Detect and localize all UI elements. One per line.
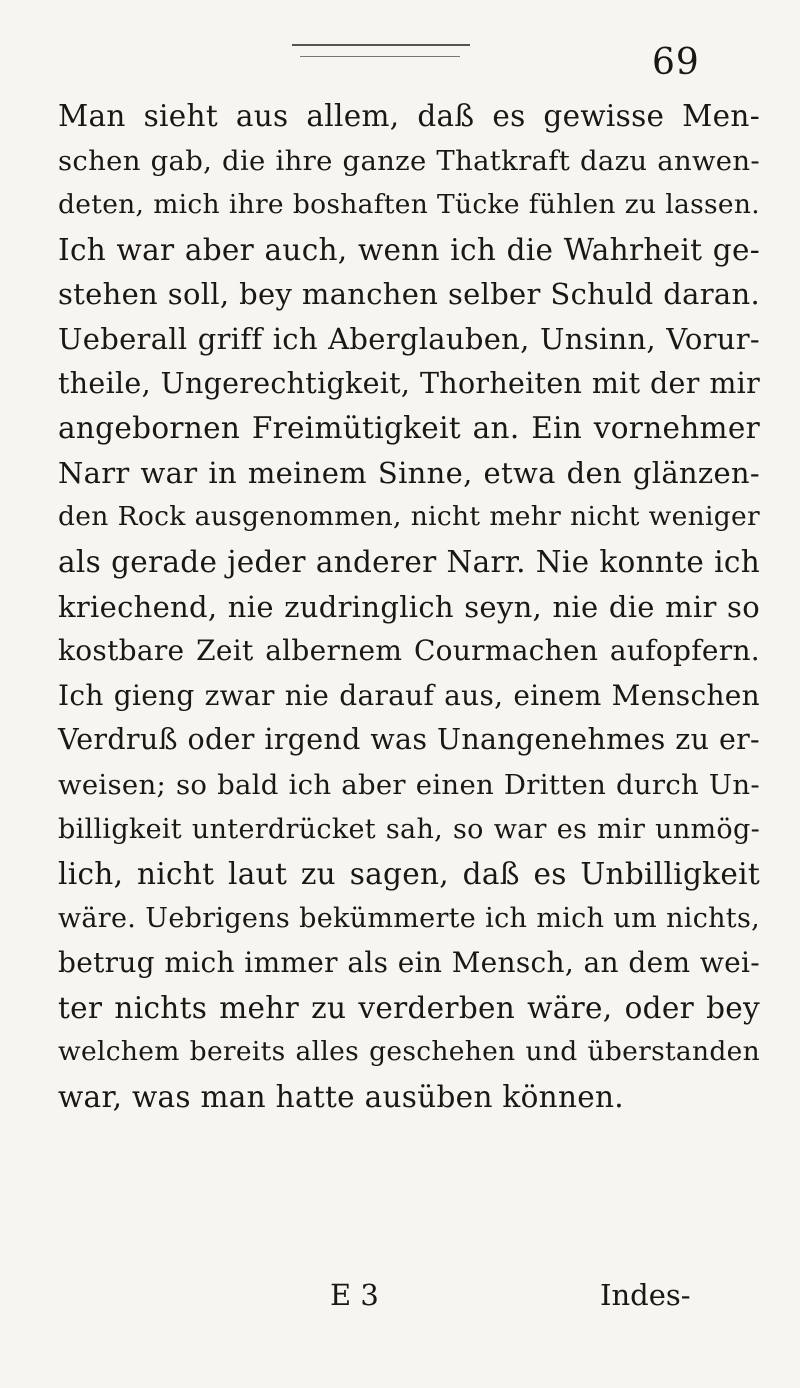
text-line: billigkeit unterdrücket sah, so war es mir unmög- [58,813,760,845]
text-line: Narr war in meinem Sinne, etwa den glänzen- [58,455,760,490]
text-line: weisen; so bald ich aber einen Dritten durch Un- [58,768,760,801]
text-line: angebornen Freimütigkeit an. Ein vornehmer [58,411,760,446]
text-line: Ich gieng zwar nie darauf aus, einem Menschen [58,678,760,712]
header-rule-secondary [300,56,460,57]
signature-mark: E 3 [330,1278,379,1312]
text-line: kriechend, nie zudringlich seyn, nie die mir so [58,589,760,624]
text-line: lich, nicht laut zu sagen, daß es Unbilligkeit [58,857,760,892]
text-line: schen gab, die ihre ganze Thatkraft dazu anwen- [58,144,760,177]
text-line: Ich war aber auch, wenn ich die Wahrheit ge- [58,232,760,267]
page-number: 69 [652,42,700,83]
text-line: ter nichts mehr zu verderben wäre, oder bey [58,990,760,1025]
text-line: theile, Ungerechtigkeit, Thorheiten mit der mir [58,366,760,400]
text-line: wäre. Uebrigens bekümmerte ich mich um nichts, [58,902,760,934]
text-line: Verdruß oder irgend was Unangenehmes zu er- [58,723,760,757]
text-line: Ueberall griff ich Aberglauben, Unsinn, Vorur- [58,321,760,356]
text-line: als gerade jeder anderer Narr. Nie konnte ich [58,544,760,579]
text-line: betrug mich immer als ein Mensch, an dem wei- [58,946,760,980]
text-line: Man sieht aus allem, daß es gewisse Men- [58,99,760,133]
page-footer [0,1278,800,1328]
body-text [58,94,760,1120]
text-line: welchem bereits alles geschehen und überstanden [58,1036,760,1068]
text-line: deten, mich ihre boshaften Tücke fühlen zu lassen. [58,189,760,221]
text-line: kostbare Zeit albernem Courmachen aufopfern. [58,634,760,668]
header-rule [292,44,470,46]
text-line: den Rock ausgenommen, nicht mehr nicht weniger [58,501,760,533]
text-line: war, was man hatte ausüben können. [58,1080,624,1115]
text-line: stehen soll, bey manchen selber Schuld daran. [58,277,760,312]
catchword: Indes- [600,1278,691,1312]
